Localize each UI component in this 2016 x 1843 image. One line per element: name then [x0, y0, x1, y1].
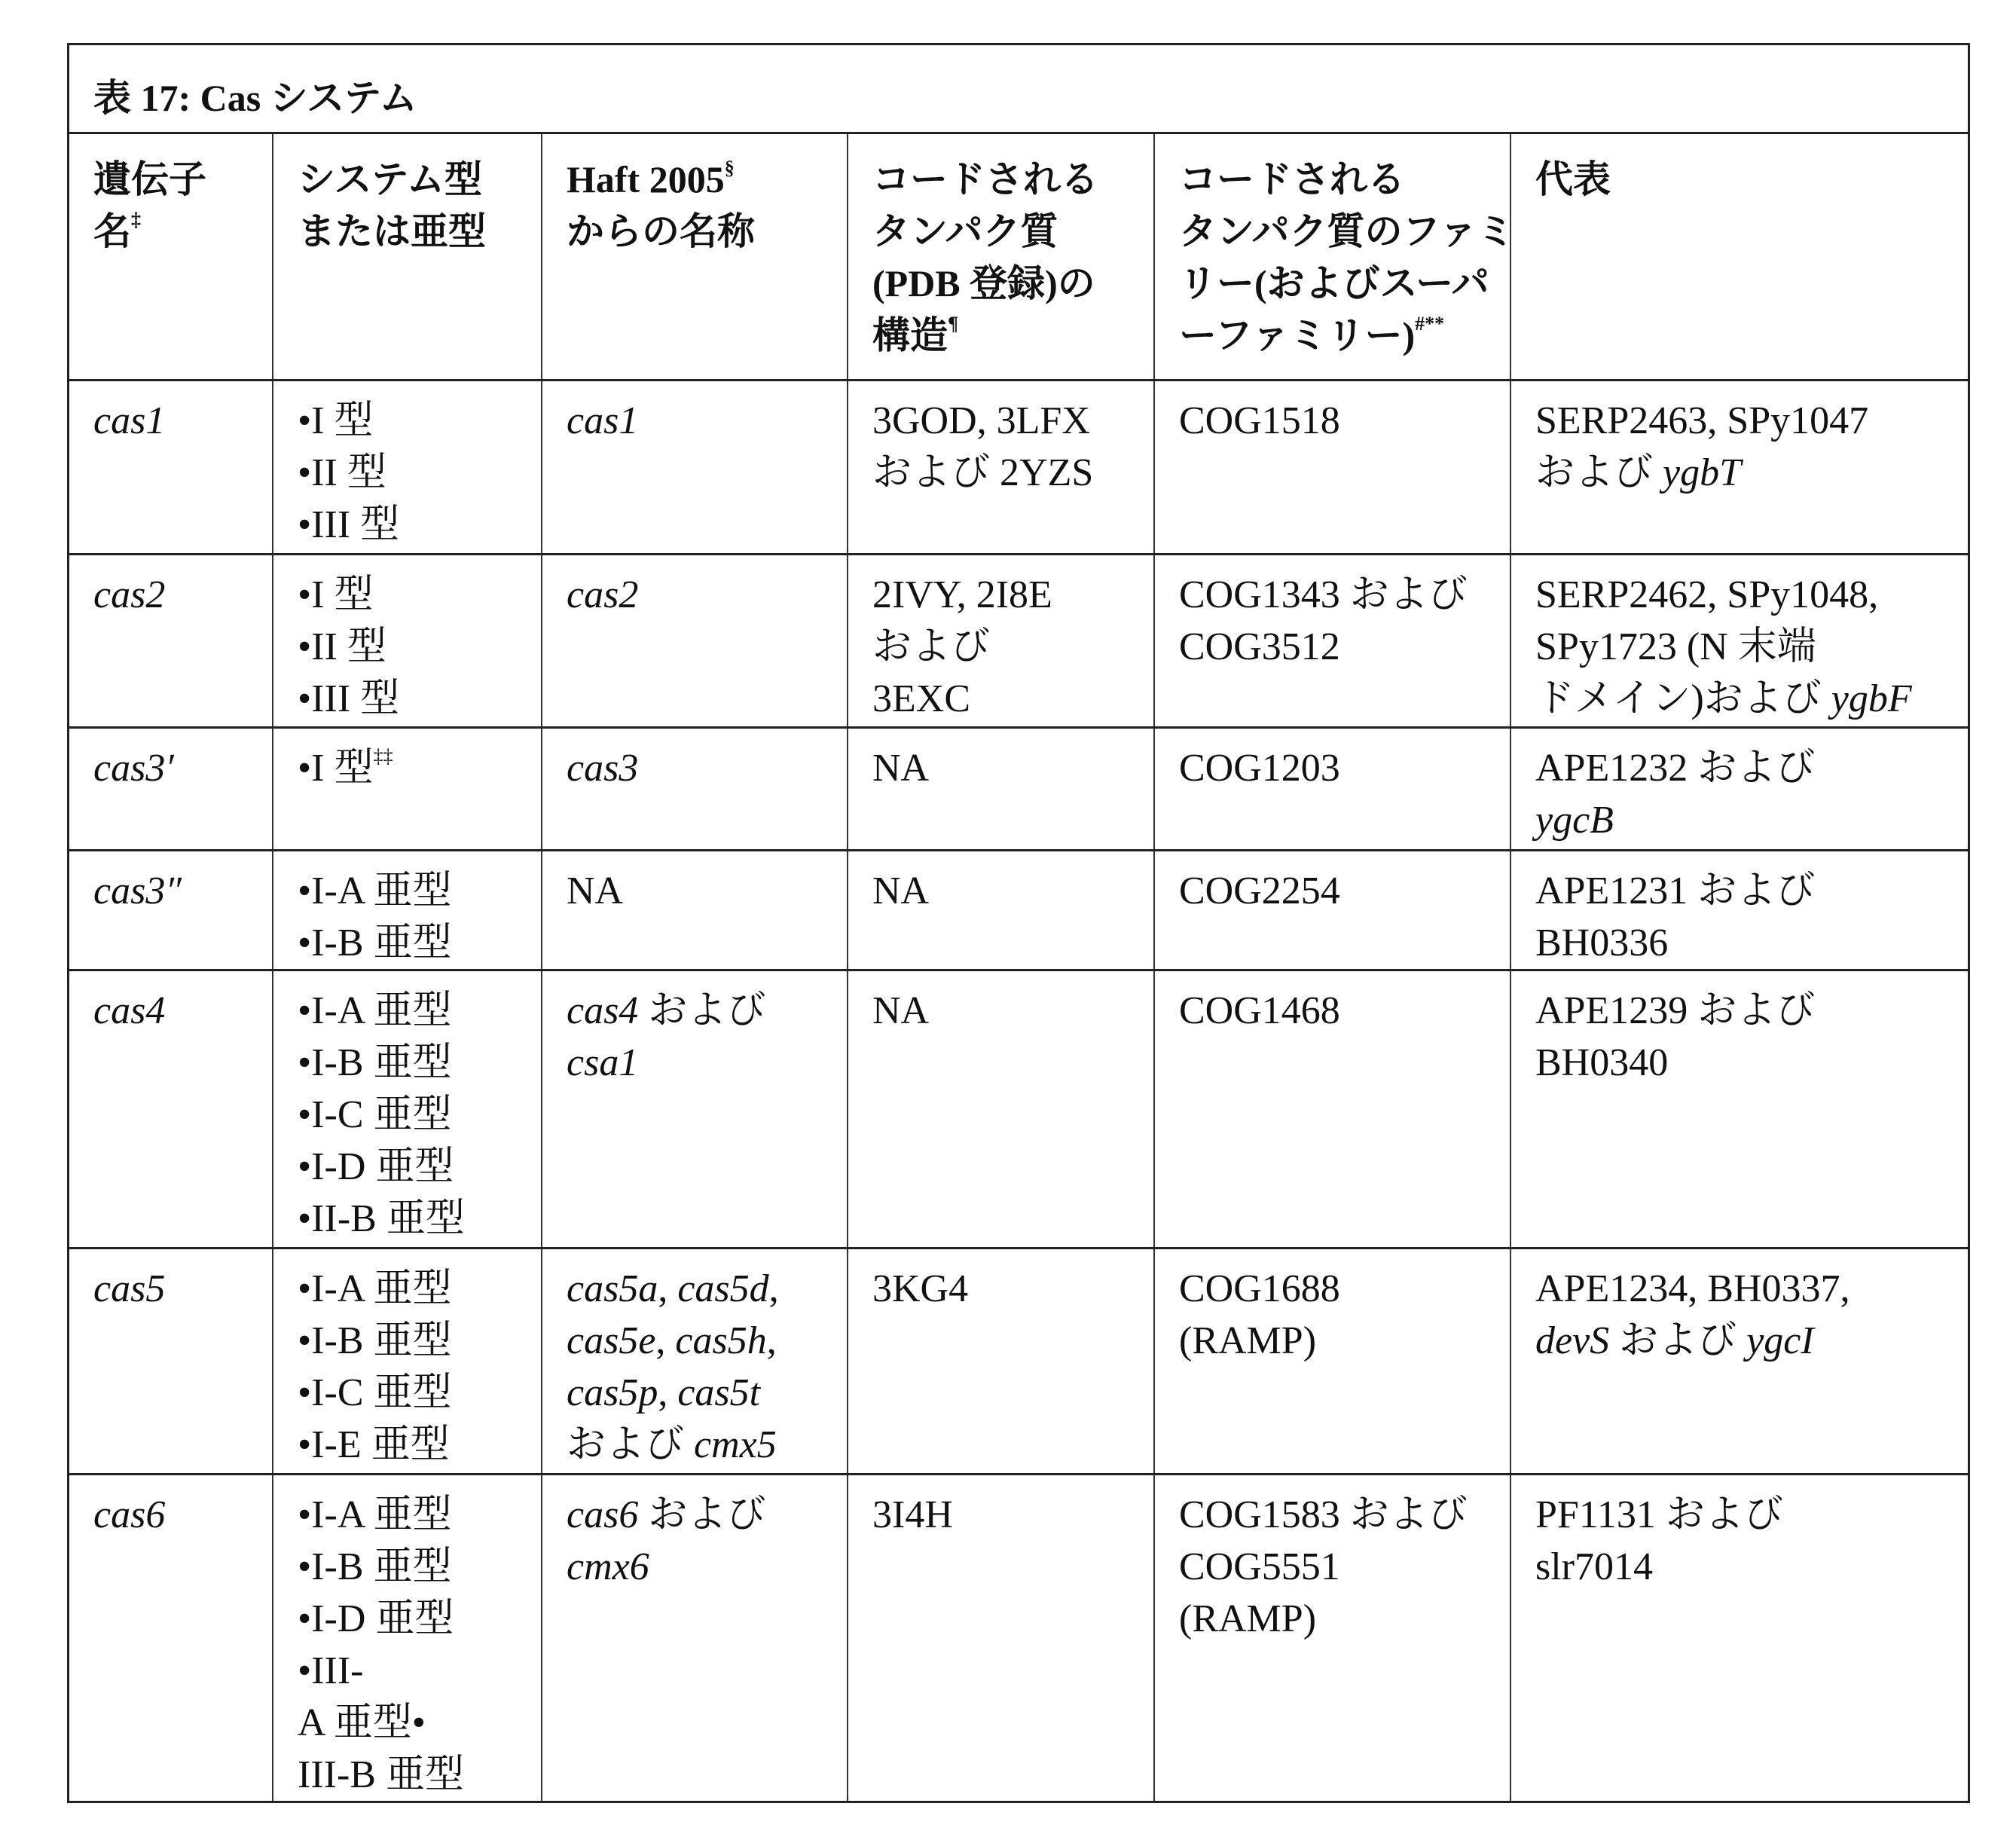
cell-text: COG1518 — [1179, 399, 1340, 442]
cell-haft-name — [542, 851, 848, 969]
cell-text: SERP2463, SPy1047 — [1535, 399, 1869, 442]
header-row — [69, 134, 1968, 381]
cell-text: cas5 — [93, 1267, 166, 1310]
cell-text: cas4 および — [567, 989, 766, 1032]
header-representatives — [1511, 134, 1968, 379]
cell-text: NA — [872, 747, 930, 790]
table-row — [69, 851, 1968, 971]
cell-protein-family — [1155, 1249, 1511, 1473]
cell-text: cas1 — [93, 399, 166, 442]
system-type-item: • I-A 亜型 — [298, 1489, 530, 1541]
cell-text: cas4 — [93, 989, 166, 1032]
cell-text: COG1203 — [1179, 747, 1340, 790]
cell-text: COG2254 — [1179, 870, 1340, 912]
cell-text: BH0340 — [1535, 1041, 1669, 1084]
cell-structure — [848, 729, 1155, 849]
table-title-row — [69, 45, 1968, 134]
cell-text: cas3′ — [93, 747, 174, 790]
cell-text: cas5e, cas5h, — [567, 1319, 777, 1362]
cell-text: 3GOD, 3LFX — [872, 399, 1090, 442]
system-type-item: III-B 亜型 — [298, 1753, 464, 1796]
system-type-item: • I-B 亜型 — [298, 1037, 530, 1089]
system-type-item: • I-C 亜型 — [298, 1089, 530, 1141]
cell-representatives — [1511, 555, 1968, 726]
system-type-item: • II-B 亜型 — [298, 1193, 530, 1245]
cell-text: および 2YZS — [872, 451, 1094, 494]
system-type-item: • I-A 亜型 — [298, 985, 530, 1037]
cell-system-type — [273, 381, 542, 553]
cell-text: 2IVY, 2I8E — [872, 573, 1052, 616]
cell-text: APE1239 および — [1535, 989, 1816, 1032]
header-text: 代表 — [1535, 158, 1611, 200]
cell-text: (RAMP) — [1179, 1597, 1317, 1640]
cell-system-type — [273, 971, 542, 1247]
cell-system-type — [273, 729, 542, 849]
cell-protein-family — [1155, 971, 1511, 1247]
cell-text: cas5a, cas5d, — [567, 1267, 779, 1310]
cell-haft-name — [542, 729, 848, 849]
cell-text: ygcB — [1535, 799, 1614, 842]
cell-gene-name — [69, 381, 273, 553]
header-text: Haft 2005 — [567, 158, 725, 200]
cell-gene-name — [69, 851, 273, 969]
cell-system-type — [273, 1475, 542, 1801]
system-type-item: • II 型 — [298, 447, 530, 499]
header-text: からの名称 — [567, 210, 755, 252]
footnote-mark: § — [724, 157, 735, 179]
cell-protein-family — [1155, 1475, 1511, 1801]
cell-structure — [848, 1475, 1155, 1801]
header-structure — [848, 134, 1155, 379]
cell-text: COG5551 — [1179, 1545, 1340, 1588]
footnote-mark: ‡ — [131, 209, 141, 231]
cell-protein-family — [1155, 851, 1511, 969]
cell-representatives — [1511, 971, 1968, 1247]
cell-text: COG1688 — [1179, 1267, 1340, 1310]
cell-representatives — [1511, 851, 1968, 969]
cell-text: cas1 — [567, 399, 639, 442]
cell-system-type — [273, 1249, 542, 1473]
cell-system-type — [273, 851, 542, 969]
cell-protein-family — [1155, 555, 1511, 726]
cell-text: NA — [567, 870, 624, 912]
cell-text: COG1583 および — [1179, 1493, 1468, 1536]
system-type-item: • II 型 — [298, 621, 530, 673]
table-row — [69, 971, 1968, 1249]
cell-text: cas6 — [93, 1493, 166, 1536]
system-type-item: • III- — [298, 1645, 530, 1697]
table-row — [69, 555, 1968, 729]
cell-text: (RAMP) — [1179, 1319, 1317, 1362]
cell-protein-family — [1155, 381, 1511, 553]
table-row — [69, 1249, 1968, 1475]
cell-representatives — [1511, 729, 1968, 849]
cell-text: 3KG4 — [872, 1267, 969, 1310]
cell-structure — [848, 381, 1155, 553]
header-gene-name — [69, 134, 273, 379]
cell-text: および ygbT — [1535, 451, 1742, 494]
cell-text: NA — [872, 989, 930, 1032]
cell-gene-name — [69, 971, 273, 1247]
system-type-item: • III 型 — [298, 499, 530, 551]
header-haft-name — [542, 134, 848, 379]
system-type-item: • I 型‡‡ — [298, 742, 530, 794]
header-text: コードされる — [1179, 158, 1405, 200]
table-title: 表 17: Cas システム — [93, 77, 417, 119]
system-type-item: • I 型 — [298, 395, 530, 447]
cell-text: SPy1723 (N 末端 — [1535, 625, 1816, 668]
footnote-mark: #** — [1415, 313, 1445, 335]
header-system-type — [273, 134, 542, 379]
cell-text: cas5p, cas5t — [567, 1371, 761, 1414]
cas-systems-table — [67, 43, 1970, 1803]
cell-gene-name — [69, 555, 273, 726]
footnote-mark: ¶ — [948, 313, 959, 335]
header-text: コードされる — [872, 158, 1098, 200]
cell-text: cmx6 — [567, 1545, 649, 1588]
cell-gene-name — [69, 1249, 273, 1473]
header-protein-family — [1155, 134, 1515, 379]
header-text: 遺伝子 — [93, 158, 206, 200]
header-text: システム型 — [298, 158, 482, 200]
system-type-item: • I-B 亜型 — [298, 917, 530, 969]
cell-text: APE1234, BH0337, — [1535, 1267, 1850, 1310]
system-type-item: • I-A 亜型 — [298, 1263, 530, 1315]
cell-text: 3I4H — [872, 1493, 953, 1536]
cell-text: COG1343 および — [1179, 573, 1468, 616]
system-type-item: • III 型 — [298, 673, 530, 725]
header-text: または亜型 — [298, 210, 486, 252]
header-text: 構造 — [872, 314, 948, 356]
cell-representatives — [1511, 1475, 1968, 1801]
header-text: タンパク質のファミ — [1179, 210, 1515, 252]
system-type-item: • I-A 亜型 — [298, 865, 530, 917]
cell-haft-name — [542, 381, 848, 553]
header-text: リー(およびスーパ — [1179, 262, 1489, 304]
table-row — [69, 729, 1968, 851]
system-type-item: • I-D 亜型 — [298, 1593, 530, 1645]
system-type-item: • I-C 亜型 — [298, 1367, 530, 1419]
cell-text: cas2 — [567, 573, 639, 616]
cell-system-type — [273, 555, 542, 726]
cell-structure — [848, 971, 1155, 1247]
cell-text: および — [872, 625, 991, 668]
cell-structure — [848, 851, 1155, 969]
cell-haft-name — [542, 1249, 848, 1473]
cell-text: cas2 — [93, 573, 166, 616]
system-type-item: • I-B 亜型 — [298, 1541, 530, 1593]
cell-text: NA — [872, 870, 930, 912]
cell-text: APE1231 および — [1535, 870, 1816, 912]
table-row — [69, 381, 1968, 555]
cell-gene-name — [69, 1475, 273, 1801]
system-type-item: A 亜型• — [298, 1701, 426, 1744]
cell-text: devS および ygcI — [1535, 1319, 1814, 1362]
system-type-item: • I 型 — [298, 569, 530, 621]
header-text: 名 — [93, 210, 131, 252]
cell-text: COG3512 — [1179, 625, 1340, 668]
cell-structure — [848, 1249, 1155, 1473]
cell-text: csa1 — [567, 1041, 639, 1084]
cell-haft-name — [542, 971, 848, 1247]
cell-structure — [848, 555, 1155, 726]
cell-text: BH0336 — [1535, 922, 1669, 964]
cell-haft-name — [542, 1475, 848, 1801]
cell-text: cas6 および — [567, 1493, 766, 1536]
cell-text: SERP2462, SPy1048, — [1535, 573, 1879, 616]
cell-text: 3EXC — [872, 677, 970, 720]
cell-text: および cmx5 — [567, 1423, 777, 1466]
cell-representatives — [1511, 1249, 1968, 1473]
header-text: ーファミリー) — [1179, 314, 1416, 356]
footnote-mark: ‡‡ — [373, 745, 393, 767]
cell-text: APE1232 および — [1535, 747, 1816, 790]
cell-text: PF1131 および — [1535, 1493, 1783, 1536]
cell-text: cas3 — [567, 747, 639, 790]
system-type-item: • I-E 亜型 — [298, 1419, 530, 1471]
cell-representatives — [1511, 381, 1968, 553]
cell-text: cas3″ — [93, 870, 182, 912]
cell-text: ドメイン)および ygbF — [1535, 677, 1912, 720]
cell-gene-name — [69, 729, 273, 849]
cell-protein-family — [1155, 729, 1511, 849]
system-type-item: • I-B 亜型 — [298, 1315, 530, 1367]
header-text: (PDB 登録)の — [872, 262, 1095, 304]
cell-text: slr7014 — [1535, 1545, 1653, 1588]
table-row — [69, 1475, 1968, 1801]
cell-haft-name — [542, 555, 848, 726]
cell-text: COG1468 — [1179, 989, 1340, 1032]
header-text: タンパク質 — [872, 210, 1058, 252]
system-type-item: • I-D 亜型 — [298, 1141, 530, 1193]
